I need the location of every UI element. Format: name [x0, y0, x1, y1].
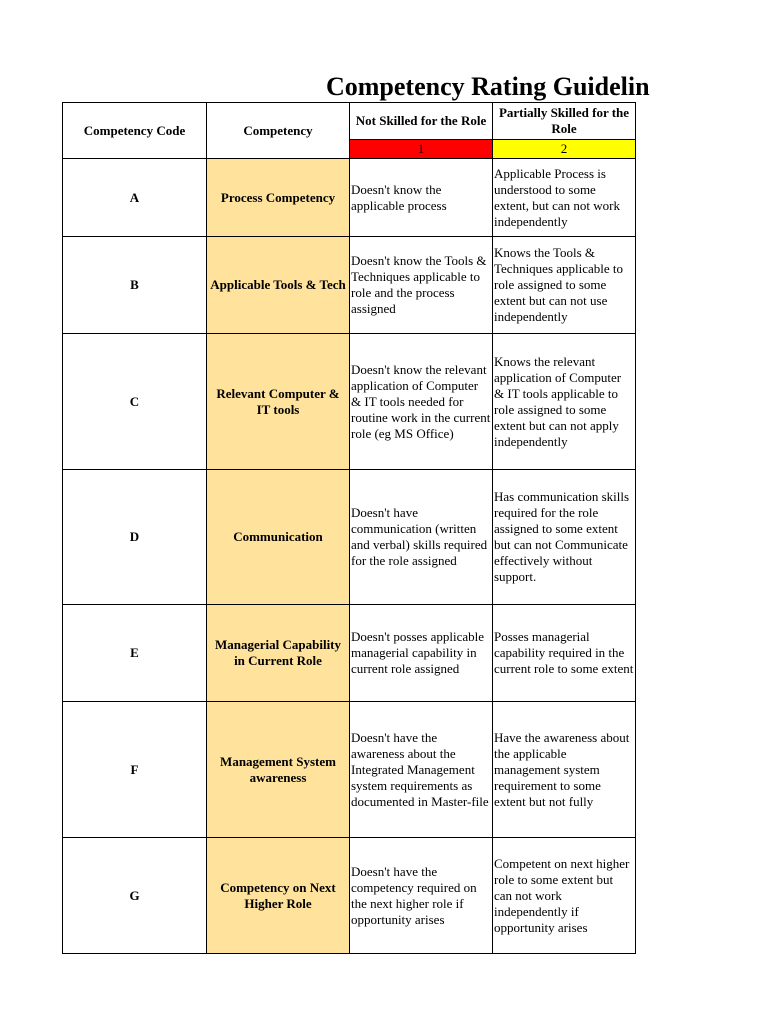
competency-code: D: [63, 470, 207, 605]
level-2-description: Knows the relevant application of Computer & IT tools applicable to role assigned to some extent but can not apply independently: [493, 334, 636, 470]
header-row: [63, 103, 636, 140]
competency-code: E: [63, 605, 207, 702]
table-row: [63, 605, 636, 702]
header-competency-code: Competency Code: [63, 103, 207, 159]
competency-code: G: [63, 838, 207, 954]
level-2-description: Competent on next higher role to some extent but can not work independently if opportunity arises: [493, 838, 636, 954]
level-2-description: Knows the Tools & Techniques applicable to role assigned to some extent but can not use independently: [493, 237, 636, 334]
level-1-number: 1: [350, 140, 493, 159]
level-1-description: Doesn't know the relevant application of Computer & IT tools needed for routine work in the current role (eg MS Office): [350, 334, 493, 470]
level-1-description: Doesn't know the Tools & Techniques applicable to role and the process assigned: [350, 237, 493, 334]
level-1-description: Doesn't have the competency required on the next higher role if opportunity arises: [350, 838, 493, 954]
competency-name: Communication: [207, 470, 350, 605]
level-2-number: 2: [493, 140, 636, 159]
level-1-description: Doesn't have the awareness about the Integrated Management system requirements as documented in Master-file: [350, 702, 493, 838]
competency-name: Competency on Next Higher Role: [207, 838, 350, 954]
header-level-2: Partially Skilled for the Role: [493, 103, 636, 140]
level-2-description: Has communication skills required for the role assigned to some extent but can not Communicate effectively without support.: [493, 470, 636, 605]
header-competency: Competency: [207, 103, 350, 159]
competency-code: F: [63, 702, 207, 838]
competency-code: A: [63, 159, 207, 237]
level-1-description: Doesn't posses applicable managerial capability in current role assigned: [350, 605, 493, 702]
level-2-description: Have the awareness about the applicable management system requirement to some extent but not fully: [493, 702, 636, 838]
document-title: Competency Rating Guidelin: [326, 72, 650, 101]
level-1-description: Doesn't have communication (written and verbal) skills required for the role assigned: [350, 470, 493, 605]
competency-name: Applicable Tools & Tech: [207, 237, 350, 334]
level-2-description: Applicable Process is understood to some extent, but can not work independently: [493, 159, 636, 237]
level-2-description: Posses managerial capability required in the current role to some extent: [493, 605, 636, 702]
table-row: [63, 334, 636, 470]
table-row: [63, 159, 636, 237]
competency-rating-table: [62, 102, 636, 954]
table-row: [63, 237, 636, 334]
table-row: [63, 838, 636, 954]
competency-code: C: [63, 334, 207, 470]
competency-name: Managerial Capability in Current Role: [207, 605, 350, 702]
competency-name: Relevant Computer & IT tools: [207, 334, 350, 470]
table-row: [63, 470, 636, 605]
competency-code: B: [63, 237, 207, 334]
competency-name: Process Competency: [207, 159, 350, 237]
header-level-1: Not Skilled for the Role: [350, 103, 493, 140]
table-row: [63, 702, 636, 838]
level-1-description: Doesn't know the applicable process: [350, 159, 493, 237]
competency-name: Management System awareness: [207, 702, 350, 838]
